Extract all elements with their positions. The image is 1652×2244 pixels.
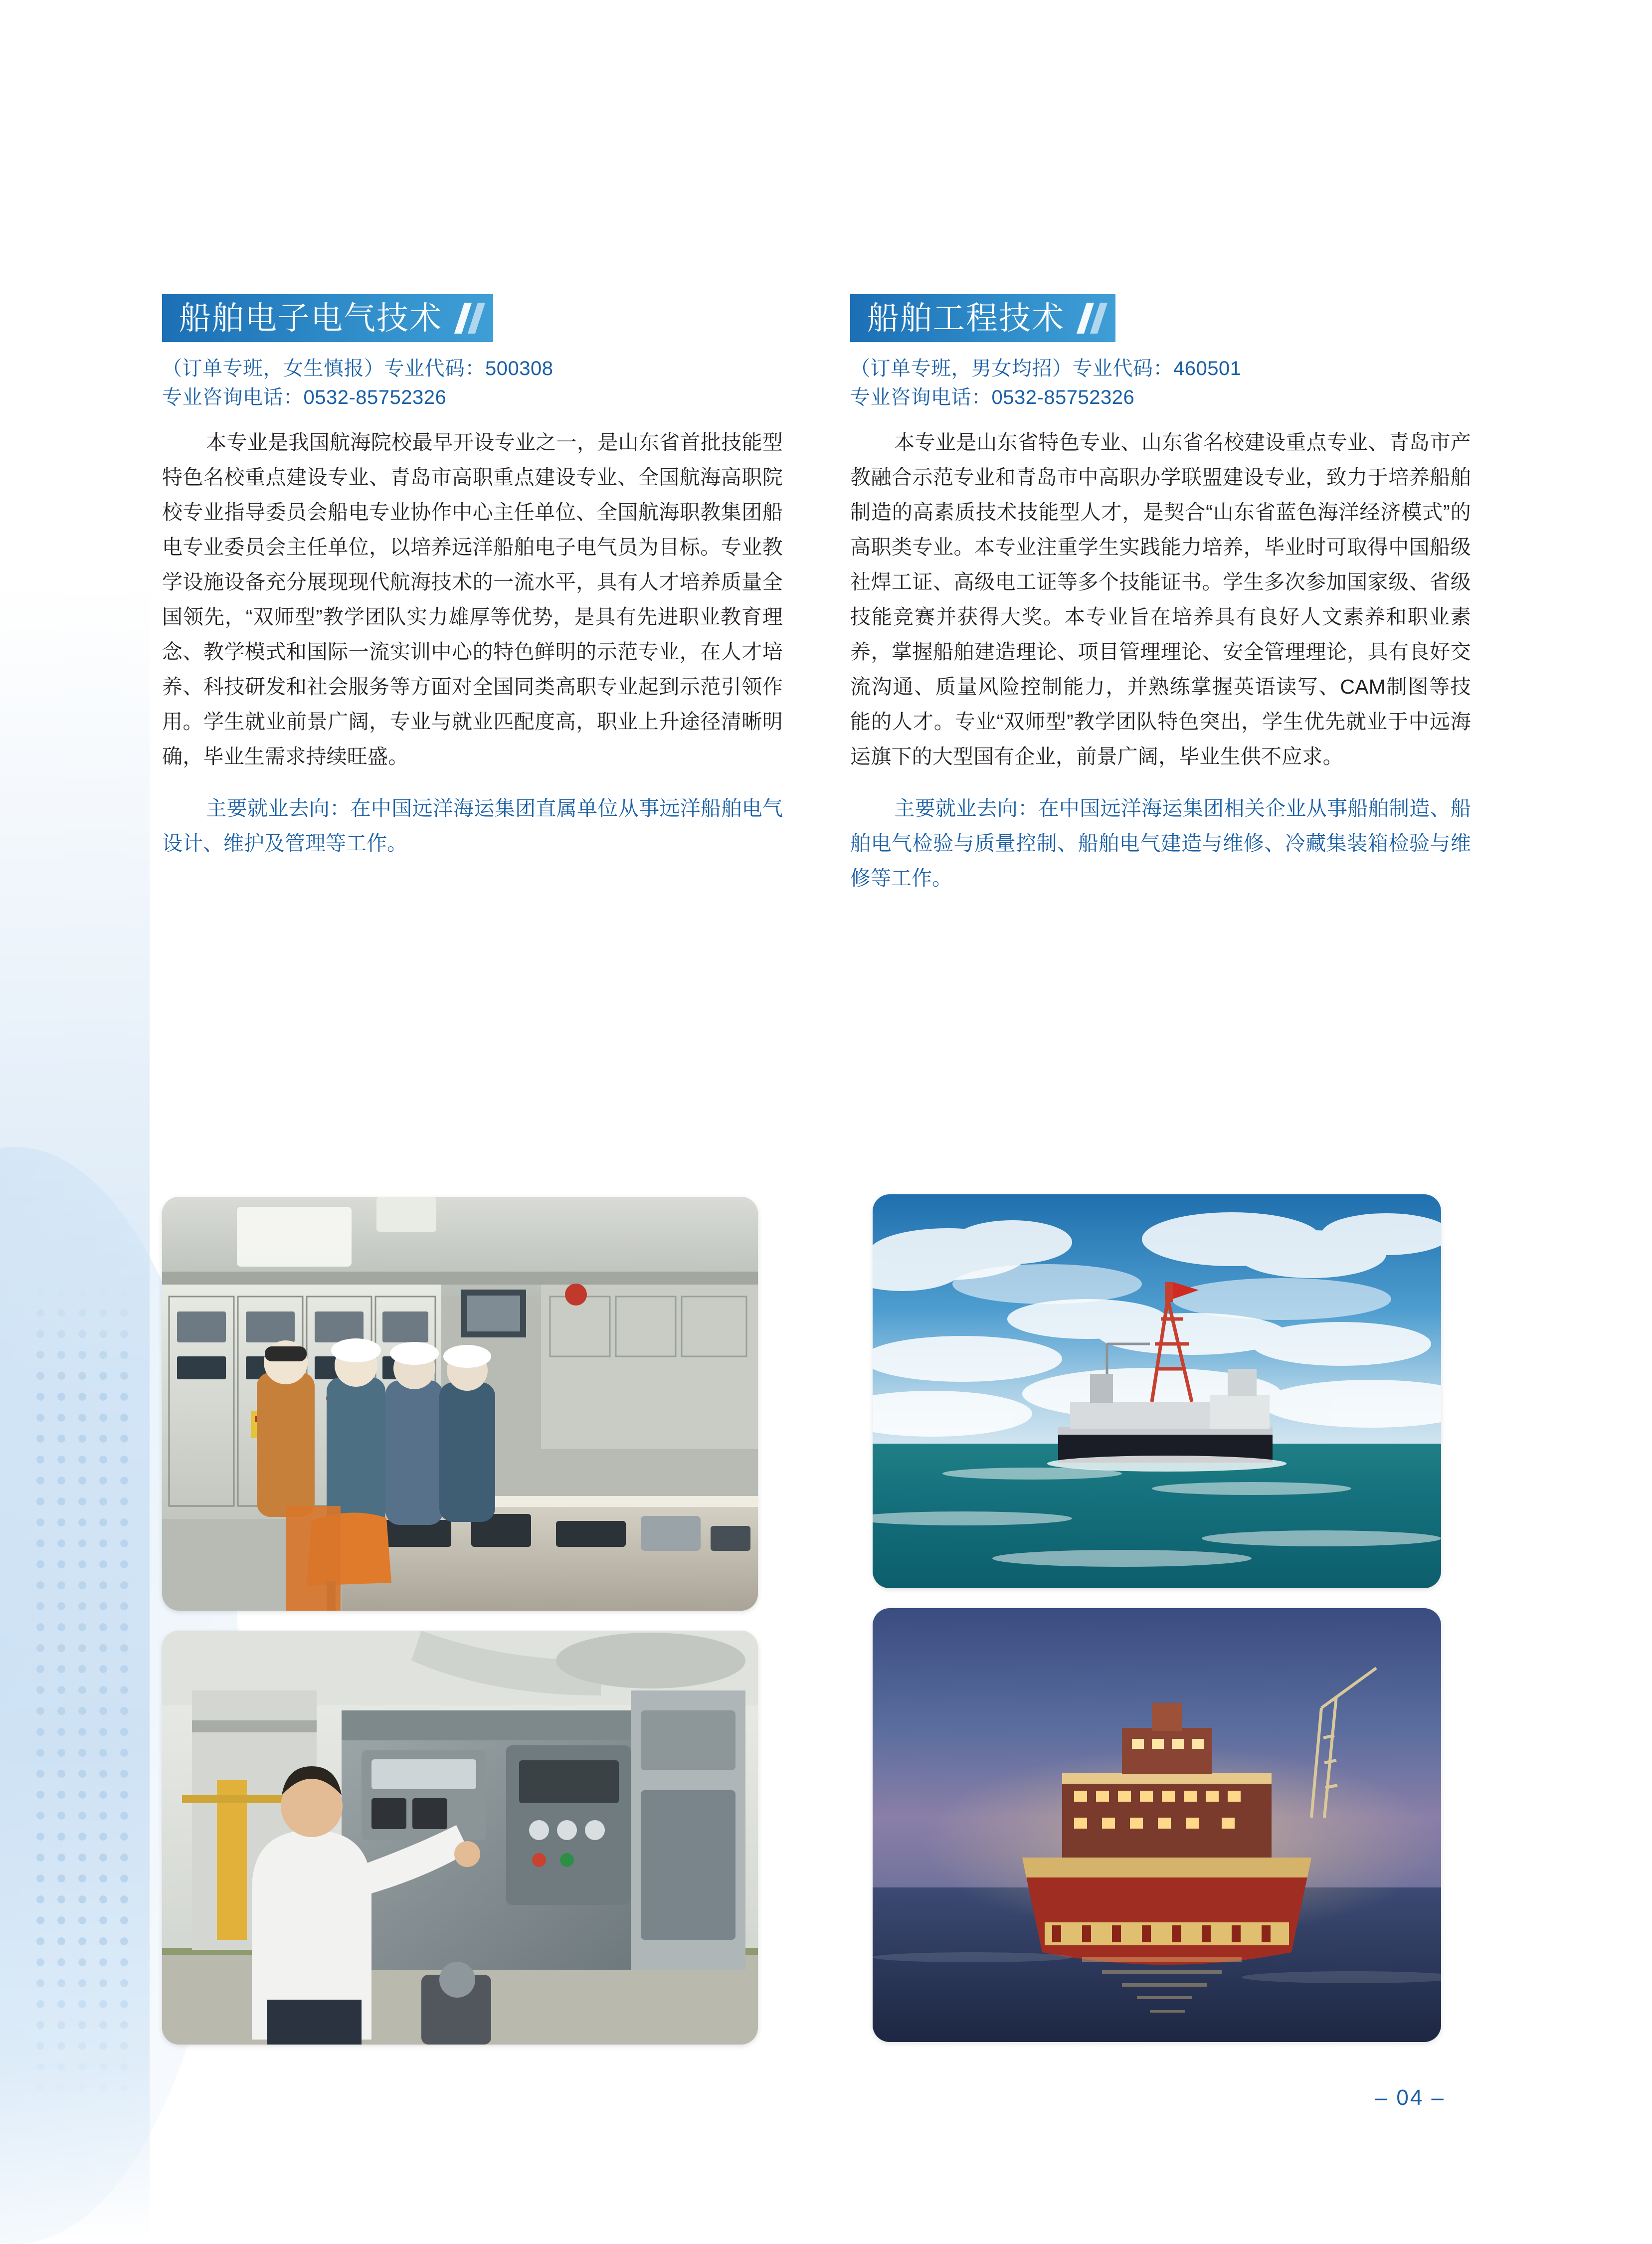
program-phone-line-left: 专业咨询电话：0532-85752326 bbox=[162, 386, 447, 408]
slash-decoration-icon-left bbox=[453, 294, 480, 342]
program-title-banner-right bbox=[850, 294, 1115, 342]
program-section-marine-electrical bbox=[162, 294, 783, 861]
program-description-right bbox=[850, 425, 1471, 774]
marine-equipment-operation-photo bbox=[162, 1631, 758, 2045]
program-phone-line-right: 专业咨询电话：0532-85752326 bbox=[850, 386, 1135, 408]
program-description-left bbox=[162, 425, 783, 774]
program-code-line-left: （订单专班，女生慎报）专业代码：500308 bbox=[162, 358, 553, 379]
slash-decoration-icon-right bbox=[1076, 294, 1102, 342]
program-title-banner-left bbox=[162, 294, 493, 342]
ship-engine-control-room-photo bbox=[162, 1197, 758, 1611]
offshore-drilling-platform-sea-photo bbox=[873, 1194, 1441, 1588]
program-meta-right bbox=[850, 354, 1471, 412]
program-code-line-right: （订单专班，男女均招）专业代码：460501 bbox=[850, 358, 1242, 379]
program-employment-left bbox=[162, 791, 783, 861]
offshore-platform-night-photo bbox=[873, 1608, 1441, 2042]
program-employment-text-right: 主要就业去向：在中国远洋海运集团相关企业从事船舶制造、船舶电气检验与质量控制、船舶电气建造与维修、冷藏集装箱检验与维修等工作。 bbox=[850, 797, 1471, 890]
program-description-text-right: 本专业是山东省特色专业、山东省名校建设重点专业、青岛市产教融合示范专业和青岛市中高职办学联盟建设专业，致力于培养船舶制造的高素质技术技能型人才，是契合“山东省蓝色海洋经济模式”的高职类专业。本专业注重学生实践能力培养，毕业时可取得中国船级社焊工证、高级电工证等多个技能证书。学生多次参加国家级、省级技能竞赛并获得大奖。本专业旨在培养具有良好人文素养和职业素养，掌握船舶建造理论、项目管理理论、安全管理理论，具有良好交流沟通、质量风险控制能力，并熟练掌握英语读写、CAM制图等技能的人才。专业“双师型”教学团队特色突出，学生优先就业于中远海运旗下的大型国有企业，前景广阔，毕业生供不应求。 bbox=[850, 431, 1471, 768]
program-employment-text-left: 主要就业去向：在中国远洋海运集团直属单位从事远洋船舶电气设计、维护及管理等工作。 bbox=[162, 797, 783, 855]
program-employment-right bbox=[850, 791, 1471, 896]
program-meta-left bbox=[162, 354, 783, 412]
program-section-ship-engineering bbox=[850, 294, 1471, 896]
program-title-right: 船舶工程技术 bbox=[867, 300, 1065, 336]
program-title-left: 船舶电子电气技术 bbox=[179, 300, 442, 336]
page-number: – 04 – bbox=[1375, 2085, 1445, 2110]
program-description-text-left: 本专业是我国航海院校最早开设专业之一，是山东省首批技能型特色名校重点建设专业、青岛市高职重点建设专业、全国航海高职院校专业指导委员会船电专业协作中心主任单位、全国航海职教集团船电专业委员会主任单位，以培养远洋船舶电子电气员为目标。专业教学设施设备充分展现现代航海技术的一流水平，具有人才培养质量全国领先，“双师型”教学团队实力雄厚等优势，是具有先进职业教育理念、教学模式和国际一流实训中心的特色鲜明的示范专业，在人才培养、科技研发和社会服务等方面对全国同类高职专业起到示范引领作用。学生就业前景广阔，专业与就业匹配度高，职业上升途径清晰明确，毕业生需求持续旺盛。 bbox=[162, 431, 783, 768]
